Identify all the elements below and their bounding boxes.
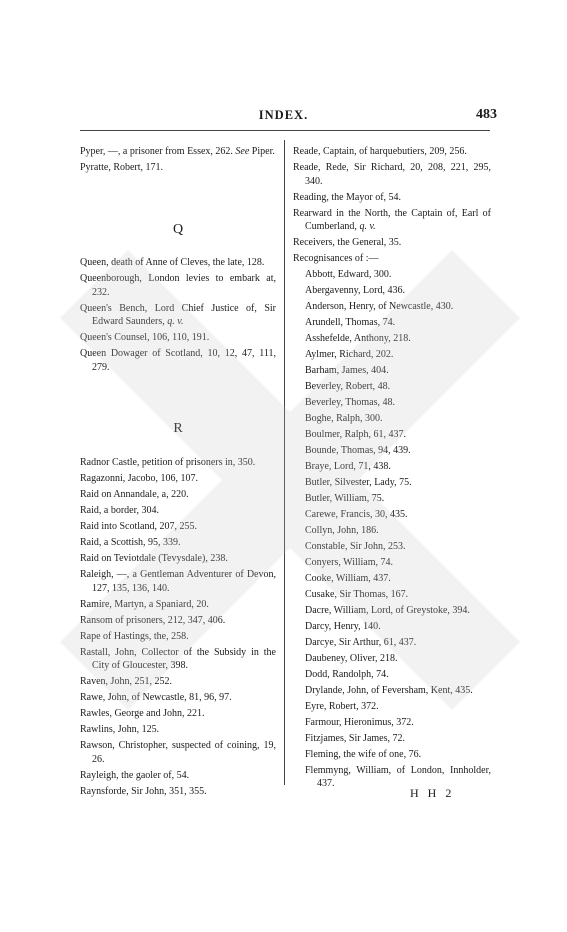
- index-entry-text: Raid on Annandale, a, 220.: [80, 489, 189, 501]
- index-entry-text: Constable, Sir John, 253.: [305, 540, 406, 552]
- index-entry: [80, 552, 276, 566]
- index-entry: [305, 348, 491, 362]
- index-entry: [305, 652, 491, 666]
- index-entry: [293, 145, 491, 159]
- index-entry: [305, 636, 491, 650]
- index-entry-text: Butler, William, 75.: [305, 492, 385, 504]
- index-entry: [305, 268, 491, 282]
- index-entry: [80, 456, 276, 470]
- index-entry: [80, 331, 276, 345]
- index-entry: [305, 460, 491, 474]
- index-entry-text: Radnor Castle, petition of prisoners in, 350.: [80, 457, 256, 469]
- index-entry: [305, 508, 491, 522]
- index-entry: [305, 412, 491, 426]
- index-entry: [80, 161, 276, 175]
- index-entry-text: Braye, Lord, 71, 438.: [305, 460, 391, 472]
- index-entry: [80, 536, 276, 550]
- index-entry-text: Raid on Teviotdale (Tevysdale), 238.: [80, 552, 228, 564]
- index-entry-text: Rawe, John, of Newcastle, 81, 96, 97.: [80, 692, 232, 704]
- index-entry: [305, 668, 491, 682]
- index-entry: [80, 598, 276, 612]
- index-entry: [305, 620, 491, 634]
- index-entry: [80, 504, 276, 518]
- index-entry-text: Ragazonni, Jacobo, 106, 107.: [80, 473, 199, 485]
- index-entry-text: Queen, death of Anne of Cleves, the late, 128.: [80, 257, 265, 269]
- index-entry: [80, 630, 276, 644]
- index-entry-text: Conyers, William, 74.: [305, 556, 394, 568]
- index-entry: [305, 524, 491, 538]
- index-entry-text: Darcye, Sir Arthur, 61, 437.: [305, 636, 417, 648]
- index-entry-text: Butler, Silvester, Lady, 75.: [305, 476, 412, 488]
- index-entry: [305, 396, 491, 410]
- page-header: [70, 108, 497, 128]
- index-entry: [305, 428, 491, 442]
- column-divider: [284, 140, 285, 785]
- index-entry: [80, 568, 276, 595]
- index-entry-text: Piper.: [249, 146, 275, 157]
- index-entry-text: Raleigh, —, a Gentleman Adventurer of Devon, 127, 135, 136, 140.: [80, 568, 276, 594]
- index-entry-text: Fleming, the wife of one, 76.: [305, 748, 422, 760]
- index-entry-text: Flemmyng, William, of London, Innholder, 437.: [305, 764, 491, 790]
- index-entry-text: Anderson, Henry, of Newcastle, 430.: [305, 301, 454, 313]
- index-entry: [305, 540, 491, 554]
- index-entry-text: Reading, the Mayor of, 54.: [293, 191, 402, 203]
- index-entry: [80, 520, 276, 534]
- index-entry: [80, 675, 276, 689]
- index-entry-text: Boulmer, Ralph, 61, 437.: [305, 428, 406, 440]
- index-entry-italic: See: [235, 146, 250, 157]
- index-entry: [305, 492, 491, 506]
- index-entry: [305, 444, 491, 458]
- index-entry-text: Eyre, Robert, 372.: [305, 700, 379, 712]
- index-entry-text: Reade, Captain, of harquebutiers, 209, 256.: [293, 146, 467, 157]
- index-entry: [305, 300, 491, 314]
- index-entry-text: Drylande, John, of Feversham, Kent, 435.: [305, 684, 473, 696]
- index-entry-text: Queen's Counsel, 106, 110, 191.: [80, 332, 210, 344]
- index-entry: [80, 347, 276, 374]
- page-number: 483: [476, 107, 497, 122]
- index-entry: [80, 646, 276, 673]
- index-entry: [305, 588, 491, 602]
- index-entry-text: Collyn, John, 186.: [305, 524, 379, 536]
- section-q-entries: [80, 256, 276, 374]
- index-entry: [305, 572, 491, 586]
- index-entry: [305, 764, 491, 791]
- index-entry: [305, 284, 491, 298]
- index-entry-text: Raid, a border, 304.: [80, 505, 160, 517]
- index-entry-text: Recognisances of :—: [293, 253, 379, 265]
- index-entry: [80, 145, 276, 159]
- index-entry-text: Raid into Scotland, 207, 255.: [80, 521, 197, 533]
- index-entry-text: Fitzjames, Sir James, 72.: [305, 732, 405, 744]
- index-entry-text: Pyper, —, a prisoner from Essex, 262.: [80, 146, 236, 157]
- index-entry-text: Cooke, William, 437.: [305, 572, 391, 584]
- index-entry-text: Raid, a Scottish, 95, 339.: [80, 537, 181, 548]
- index-entry-text: Receivers, the General, 35.: [293, 237, 402, 249]
- index-entry-text: Ramire, Martyn, a Spaniard, 20.: [80, 598, 209, 610]
- index-entry-text: Daubeney, Oliver, 218.: [305, 652, 398, 664]
- index-entry: [305, 732, 491, 746]
- index-entry: [305, 748, 491, 762]
- index-entry-text: Boghe, Ralph, 300.: [305, 412, 383, 424]
- index-entry-text: Dodd, Randolph, 74.: [305, 668, 389, 680]
- index-entry-text: Queenborough, London levies to embark at, 232.: [80, 273, 276, 298]
- index-entry: [305, 700, 491, 714]
- index-entry: [305, 380, 491, 394]
- index-entry: [80, 769, 276, 783]
- index-entry: [80, 472, 276, 486]
- index-entry-text: Rawson, Christopher, suspected of coining, 19, 26.: [80, 740, 276, 765]
- section-letter-r: R: [173, 421, 183, 437]
- index-entry-text: Raven, John, 251, 252.: [80, 676, 172, 688]
- index-entry-text: Abbott, Edward, 300.: [305, 269, 392, 281]
- index-entry: [80, 707, 276, 721]
- signature-mark: H H 2: [410, 786, 455, 800]
- index-entry-text: Cusake, Sir Thomas, 167.: [305, 588, 409, 600]
- index-entry: [305, 556, 491, 570]
- index-entry: [80, 302, 276, 329]
- index-entry: [80, 488, 276, 502]
- left-top-entries: [80, 145, 276, 175]
- index-entry-text: Rape of Hastings, the, 258.: [80, 630, 189, 642]
- index-entry-text: Queen Dowager of Scotland, 10, 12, 47, 111, 279.: [80, 348, 276, 373]
- left-column: [80, 145, 276, 801]
- section-r-entries: [80, 456, 276, 798]
- index-entry: [293, 236, 491, 250]
- index-entry: [80, 785, 276, 799]
- page-title: INDEX.: [258, 108, 309, 122]
- index-entry: [80, 691, 276, 705]
- index-entry-italic: q. v.: [167, 316, 184, 328]
- index-entry: [80, 739, 276, 766]
- index-entry: [80, 272, 276, 299]
- index-entry: [80, 614, 276, 628]
- index-entry: [305, 684, 491, 698]
- index-entry: [293, 161, 491, 188]
- index-entry-text: Barham, James, 404.: [305, 365, 389, 376]
- index-entry-text: Beverley, Robert, 48.: [305, 380, 391, 392]
- index-entry-text: Rawles, George and John, 221.: [80, 708, 205, 720]
- index-entry-text: Rayleigh, the gaoler of, 54.: [80, 769, 190, 781]
- index-entry-text: Rawlins, John, 125.: [80, 724, 160, 736]
- right-entries: [293, 145, 491, 266]
- index-entry: [293, 252, 491, 266]
- index-entry-text: Bounde, Thomas, 94, 439.: [305, 444, 411, 456]
- section-letter-q: Q: [172, 221, 184, 237]
- index-entry: [305, 316, 491, 330]
- index-entry-text: Rastall, John, Collector of the Subsidy in the City of Gloucester, 398.: [80, 646, 276, 672]
- index-entry-text: Raynsforde, Sir John, 351, 355.: [80, 785, 207, 797]
- index-entry-text: Queen's Bench, Lord Chief Justice of, Sir Edward Saunders,: [80, 302, 276, 328]
- index-entry-text: Pyratte, Robert, 171.: [80, 161, 164, 173]
- index-entry-text: Beverley, Thomas, 48.: [305, 396, 395, 408]
- index-entry: [305, 716, 491, 730]
- index-entry-text: Aylmer, Richard, 202.: [305, 349, 394, 361]
- index-entry-text: Ransom of prisoners, 212, 347, 406.: [80, 614, 226, 626]
- recognisances-list: [293, 268, 491, 791]
- index-entry: [305, 332, 491, 346]
- index-entry: [293, 191, 491, 205]
- index-entry-italic: q. v.: [359, 221, 376, 233]
- index-entry-text: Rearward in the North, the Captain of, Earl of Cumberland,: [293, 207, 491, 233]
- index-entry: [293, 207, 491, 234]
- index-entry: [305, 476, 491, 490]
- index-entry: [305, 604, 491, 618]
- right-column: [293, 145, 491, 793]
- index-entry-text: Abergavenny, Lord, 436.: [305, 285, 405, 297]
- index-entry-text: Darcy, Henry, 140.: [305, 620, 381, 632]
- index-entry-text: Carewe, Francis, 30, 435.: [305, 508, 408, 520]
- index-entry: [305, 364, 491, 378]
- index-entry-text: Dacre, William, Lord, of Greystoke, 394.: [305, 604, 470, 616]
- index-entry-text: Arundell, Thomas, 74.: [305, 317, 396, 329]
- index-entry-text: Asshefelde, Anthony, 218.: [305, 333, 411, 345]
- index-entry: [80, 723, 276, 737]
- index-entry-text: Reade, Rede, Sir Richard, 20, 208, 221, 295, 340.: [293, 161, 491, 187]
- header-rule: [80, 130, 490, 131]
- index-entry-text: Farmour, Hieronimus, 372.: [305, 716, 414, 728]
- index-entry: [80, 256, 276, 270]
